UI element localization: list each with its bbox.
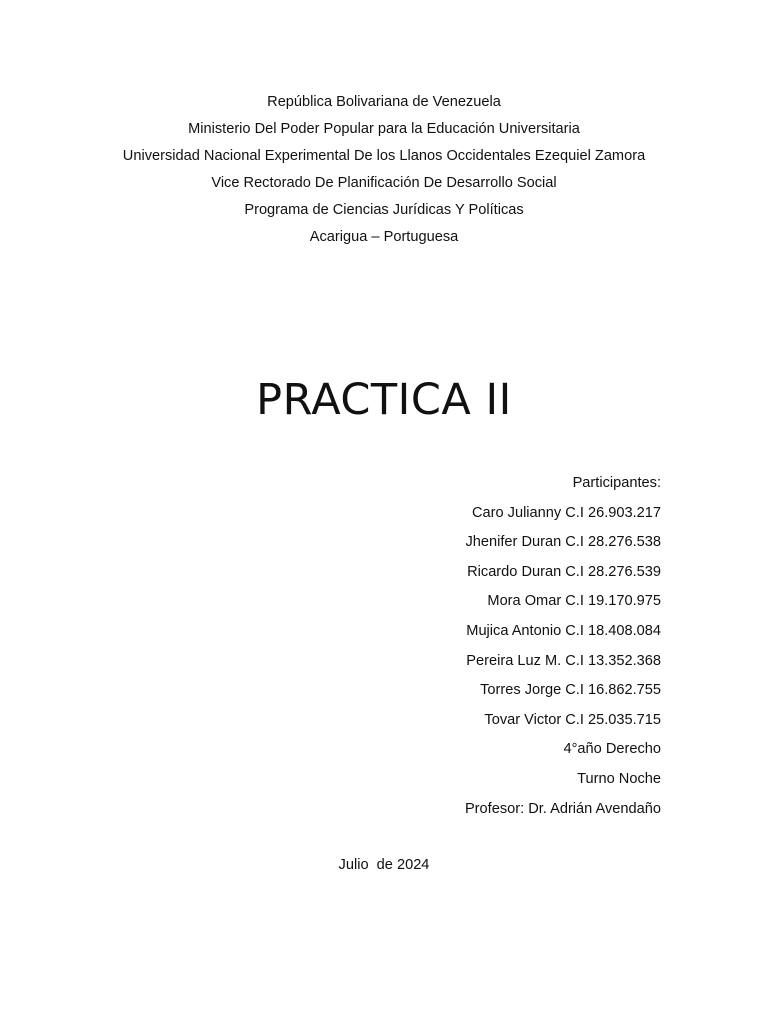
header-vice-rectorate: Vice Rectorado De Planificación De Desarrollo Social — [211, 175, 557, 191]
header-location: Acarigua – Portuguesa — [309, 229, 459, 245]
participant-item: Jhenifer Duran C.I 28.276.538 — [465, 534, 661, 551]
participant-item: Mora Omar C.I 19.170.975 — [487, 593, 661, 610]
course-year: 4°año Derecho — [563, 741, 661, 758]
participant-item: Caro Julianny C.I 26.903.217 — [471, 504, 661, 521]
header-program: Programa de Ciencias Jurídicas Y Políticas — [244, 202, 524, 218]
participant-item: Pereira Luz M. C.I 13.352.368 — [466, 652, 661, 669]
institution-header — [0, 89, 768, 251]
participants-label: Participantes: — [572, 475, 661, 491]
participants-block — [465, 469, 661, 824]
course-shift: Turno Noche — [577, 770, 661, 787]
participant-item: Mujica Antonio C.I 18.408.084 — [466, 622, 661, 639]
header-university: Universidad Nacional Experimental De los Llanos Occidentales Ezequiel Zamora — [122, 148, 646, 164]
participant-item: Ricardo Duran C.I 28.276.539 — [467, 563, 661, 580]
professor-name: Profesor: Dr. Adrián Avendaño — [464, 800, 661, 817]
participant-item: Torres Jorge C.I 16.862.755 — [480, 682, 661, 699]
document-title: PRACTICA II — [256, 375, 512, 425]
header-country: República Bolivariana de Venezuela — [267, 94, 501, 110]
document-date: Julio de 2024 — [338, 857, 430, 873]
participant-item: Tovar Victor C.I 25.035.715 — [484, 711, 661, 728]
header-ministry: Ministerio Del Poder Popular para la Educación Universitaria — [188, 121, 580, 137]
